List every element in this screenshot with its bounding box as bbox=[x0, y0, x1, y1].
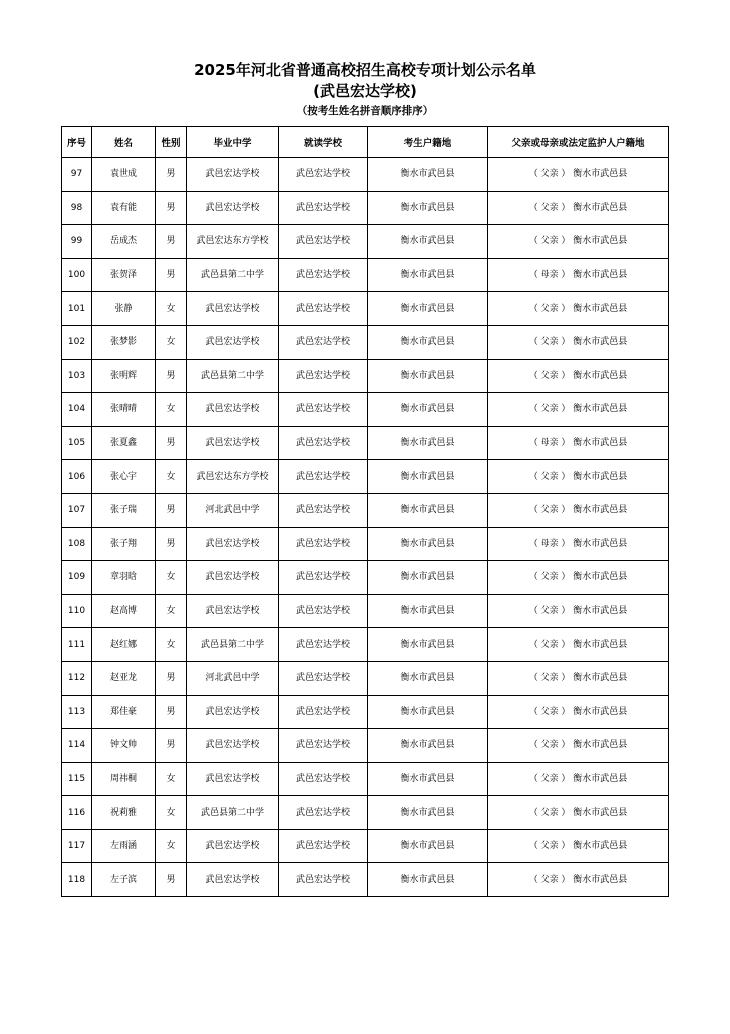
cell-gender: 男 bbox=[156, 359, 187, 393]
cell-household-registration: 衡水市武邑县 bbox=[368, 426, 488, 460]
cell-household-registration: 衡水市武邑县 bbox=[368, 191, 488, 225]
cell-graduated-school: 河北武邑中学 bbox=[187, 493, 279, 527]
cell-gender: 男 bbox=[156, 729, 187, 763]
header-name: 姓名 bbox=[92, 127, 156, 158]
cell-graduated-school: 武邑宏达学校 bbox=[187, 325, 279, 359]
cell-current-school: 武邑宏达学校 bbox=[279, 729, 368, 763]
header-gender: 性别 bbox=[156, 127, 187, 158]
cell-current-school: 武邑宏达学校 bbox=[279, 829, 368, 863]
cell-gender: 男 bbox=[156, 158, 187, 192]
student-list-table bbox=[61, 126, 669, 897]
cell-guardian-registration: （ 父亲 ） 衡水市武邑县 bbox=[488, 796, 669, 830]
table-row bbox=[62, 325, 669, 359]
cell-graduated-school: 武邑宏达学校 bbox=[187, 292, 279, 326]
cell-guardian-registration: （ 父亲 ） 衡水市武邑县 bbox=[488, 493, 669, 527]
cell-name: 赵高博 bbox=[92, 594, 156, 628]
cell-seq: 118 bbox=[62, 863, 92, 897]
cell-name: 张梦影 bbox=[92, 325, 156, 359]
cell-household-registration: 衡水市武邑县 bbox=[368, 695, 488, 729]
cell-name: 章羽晗 bbox=[92, 561, 156, 595]
cell-gender: 男 bbox=[156, 493, 187, 527]
table-row bbox=[62, 191, 669, 225]
document-subtitle: (武邑宏达学校) bbox=[313, 82, 417, 100]
table-row bbox=[62, 493, 669, 527]
cell-gender: 男 bbox=[156, 527, 187, 561]
cell-graduated-school: 武邑宏达学校 bbox=[187, 393, 279, 427]
table-row bbox=[62, 863, 669, 897]
cell-guardian-registration: （ 父亲 ） 衡水市武邑县 bbox=[488, 460, 669, 494]
cell-guardian-registration: （ 父亲 ） 衡水市武邑县 bbox=[488, 661, 669, 695]
cell-household-registration: 衡水市武邑县 bbox=[368, 561, 488, 595]
cell-name: 张明辉 bbox=[92, 359, 156, 393]
cell-seq: 101 bbox=[62, 292, 92, 326]
cell-graduated-school: 武邑宏达学校 bbox=[187, 561, 279, 595]
table-row bbox=[62, 225, 669, 259]
cell-guardian-registration: （ 母亲 ） 衡水市武邑县 bbox=[488, 527, 669, 561]
cell-household-registration: 衡水市武邑县 bbox=[368, 661, 488, 695]
cell-gender: 女 bbox=[156, 796, 187, 830]
cell-graduated-school: 武邑宏达学校 bbox=[187, 729, 279, 763]
cell-name: 张心宇 bbox=[92, 460, 156, 494]
cell-current-school: 武邑宏达学校 bbox=[279, 460, 368, 494]
cell-household-registration: 衡水市武邑县 bbox=[368, 762, 488, 796]
cell-current-school: 武邑宏达学校 bbox=[279, 661, 368, 695]
table-row bbox=[62, 527, 669, 561]
cell-current-school: 武邑宏达学校 bbox=[279, 225, 368, 259]
cell-household-registration: 衡水市武邑县 bbox=[368, 359, 488, 393]
cell-graduated-school: 武邑宏达学校 bbox=[187, 695, 279, 729]
cell-household-registration: 衡水市武邑县 bbox=[368, 628, 488, 662]
table-row bbox=[62, 158, 669, 192]
cell-name: 左雨涵 bbox=[92, 829, 156, 863]
cell-name: 周祎桐 bbox=[92, 762, 156, 796]
cell-name: 张晴晴 bbox=[92, 393, 156, 427]
cell-seq: 116 bbox=[62, 796, 92, 830]
cell-current-school: 武邑宏达学校 bbox=[279, 628, 368, 662]
cell-name: 张子瑞 bbox=[92, 493, 156, 527]
cell-graduated-school: 武邑县第二中学 bbox=[187, 628, 279, 662]
document-title: 2025年河北省普通高校招生高校专项计划公示名单 bbox=[194, 61, 536, 79]
cell-seq: 98 bbox=[62, 191, 92, 225]
cell-household-registration: 衡水市武邑县 bbox=[368, 796, 488, 830]
cell-seq: 106 bbox=[62, 460, 92, 494]
cell-graduated-school: 武邑宏达学校 bbox=[187, 158, 279, 192]
cell-graduated-school: 武邑宏达东方学校 bbox=[187, 460, 279, 494]
cell-seq: 104 bbox=[62, 393, 92, 427]
cell-seq: 100 bbox=[62, 258, 92, 292]
cell-seq: 107 bbox=[62, 493, 92, 527]
header-seq: 序号 bbox=[62, 127, 92, 158]
cell-name: 张子翔 bbox=[92, 527, 156, 561]
cell-guardian-registration: （ 父亲 ） 衡水市武邑县 bbox=[488, 158, 669, 192]
cell-gender: 女 bbox=[156, 393, 187, 427]
cell-current-school: 武邑宏达学校 bbox=[279, 325, 368, 359]
cell-name: 袁有能 bbox=[92, 191, 156, 225]
cell-current-school: 武邑宏达学校 bbox=[279, 426, 368, 460]
cell-graduated-school: 武邑宏达东方学校 bbox=[187, 225, 279, 259]
cell-guardian-registration: （ 父亲 ） 衡水市武邑县 bbox=[488, 393, 669, 427]
document-sort-note: （按考生姓名拼音顺序排序） bbox=[296, 105, 434, 117]
cell-household-registration: 衡水市武邑县 bbox=[368, 729, 488, 763]
cell-household-registration: 衡水市武邑县 bbox=[368, 292, 488, 326]
cell-graduated-school: 武邑宏达学校 bbox=[187, 594, 279, 628]
table-row bbox=[62, 460, 669, 494]
cell-graduated-school: 武邑宏达学校 bbox=[187, 426, 279, 460]
table-row bbox=[62, 829, 669, 863]
cell-name: 左子滨 bbox=[92, 863, 156, 897]
cell-gender: 女 bbox=[156, 460, 187, 494]
cell-name: 钟文帅 bbox=[92, 729, 156, 763]
cell-current-school: 武邑宏达学校 bbox=[279, 191, 368, 225]
cell-seq: 114 bbox=[62, 729, 92, 763]
cell-seq: 109 bbox=[62, 561, 92, 595]
table-header-row bbox=[62, 127, 669, 158]
cell-graduated-school: 武邑县第二中学 bbox=[187, 359, 279, 393]
table-row bbox=[62, 426, 669, 460]
cell-current-school: 武邑宏达学校 bbox=[279, 258, 368, 292]
cell-seq: 115 bbox=[62, 762, 92, 796]
cell-current-school: 武邑宏达学校 bbox=[279, 158, 368, 192]
table-row bbox=[62, 359, 669, 393]
cell-household-registration: 衡水市武邑县 bbox=[368, 460, 488, 494]
cell-name: 袁世成 bbox=[92, 158, 156, 192]
table-row bbox=[62, 729, 669, 763]
cell-graduated-school: 武邑县第二中学 bbox=[187, 258, 279, 292]
cell-guardian-registration: （ 父亲 ） 衡水市武邑县 bbox=[488, 292, 669, 326]
cell-guardian-registration: （ 父亲 ） 衡水市武邑县 bbox=[488, 191, 669, 225]
cell-household-registration: 衡水市武邑县 bbox=[368, 527, 488, 561]
cell-seq: 112 bbox=[62, 661, 92, 695]
cell-gender: 男 bbox=[156, 426, 187, 460]
table-row bbox=[62, 695, 669, 729]
header-guardian-registration: 父亲或母亲或法定监护人户籍地 bbox=[488, 127, 669, 158]
cell-name: 赵亚龙 bbox=[92, 661, 156, 695]
header-graduated-school: 毕业中学 bbox=[187, 127, 279, 158]
cell-graduated-school: 武邑宏达学校 bbox=[187, 829, 279, 863]
cell-household-registration: 衡水市武邑县 bbox=[368, 594, 488, 628]
cell-household-registration: 衡水市武邑县 bbox=[368, 158, 488, 192]
cell-household-registration: 衡水市武邑县 bbox=[368, 863, 488, 897]
cell-seq: 113 bbox=[62, 695, 92, 729]
cell-gender: 男 bbox=[156, 695, 187, 729]
cell-guardian-registration: （ 父亲 ） 衡水市武邑县 bbox=[488, 729, 669, 763]
cell-current-school: 武邑宏达学校 bbox=[279, 796, 368, 830]
cell-current-school: 武邑宏达学校 bbox=[279, 695, 368, 729]
cell-guardian-registration: （ 父亲 ） 衡水市武邑县 bbox=[488, 695, 669, 729]
cell-guardian-registration: （ 母亲 ） 衡水市武邑县 bbox=[488, 426, 669, 460]
cell-gender: 女 bbox=[156, 829, 187, 863]
cell-seq: 102 bbox=[62, 325, 92, 359]
cell-current-school: 武邑宏达学校 bbox=[279, 493, 368, 527]
cell-name: 赵红娜 bbox=[92, 628, 156, 662]
table-row bbox=[62, 561, 669, 595]
table-row bbox=[62, 762, 669, 796]
cell-seq: 97 bbox=[62, 158, 92, 192]
cell-gender: 女 bbox=[156, 762, 187, 796]
header-household-registration: 考生户籍地 bbox=[368, 127, 488, 158]
cell-guardian-registration: （ 父亲 ） 衡水市武邑县 bbox=[488, 225, 669, 259]
cell-gender: 女 bbox=[156, 325, 187, 359]
cell-name: 郑佳豪 bbox=[92, 695, 156, 729]
cell-seq: 105 bbox=[62, 426, 92, 460]
cell-guardian-registration: （ 父亲 ） 衡水市武邑县 bbox=[488, 628, 669, 662]
cell-current-school: 武邑宏达学校 bbox=[279, 359, 368, 393]
cell-seq: 108 bbox=[62, 527, 92, 561]
cell-household-registration: 衡水市武邑县 bbox=[368, 493, 488, 527]
cell-name: 张贺泽 bbox=[92, 258, 156, 292]
cell-guardian-registration: （ 父亲 ） 衡水市武邑县 bbox=[488, 325, 669, 359]
cell-graduated-school: 河北武邑中学 bbox=[187, 661, 279, 695]
cell-gender: 男 bbox=[156, 258, 187, 292]
header-current-school: 就读学校 bbox=[279, 127, 368, 158]
cell-graduated-school: 武邑宏达学校 bbox=[187, 762, 279, 796]
cell-gender: 女 bbox=[156, 594, 187, 628]
cell-current-school: 武邑宏达学校 bbox=[279, 561, 368, 595]
table-body bbox=[62, 158, 669, 897]
cell-seq: 111 bbox=[62, 628, 92, 662]
cell-gender: 男 bbox=[156, 661, 187, 695]
cell-current-school: 武邑宏达学校 bbox=[279, 863, 368, 897]
table-row bbox=[62, 628, 669, 662]
cell-current-school: 武邑宏达学校 bbox=[279, 393, 368, 427]
cell-seq: 117 bbox=[62, 829, 92, 863]
table-row bbox=[62, 292, 669, 326]
cell-name: 张夏鑫 bbox=[92, 426, 156, 460]
table-row bbox=[62, 594, 669, 628]
cell-seq: 99 bbox=[62, 225, 92, 259]
cell-graduated-school: 武邑宏达学校 bbox=[187, 191, 279, 225]
cell-name: 祝莉雅 bbox=[92, 796, 156, 830]
cell-gender: 女 bbox=[156, 292, 187, 326]
table-row bbox=[62, 258, 669, 292]
table-row bbox=[62, 796, 669, 830]
cell-gender: 女 bbox=[156, 628, 187, 662]
cell-current-school: 武邑宏达学校 bbox=[279, 594, 368, 628]
cell-guardian-registration: （ 母亲 ） 衡水市武邑县 bbox=[488, 258, 669, 292]
cell-graduated-school: 武邑宏达学校 bbox=[187, 527, 279, 561]
cell-guardian-registration: （ 父亲 ） 衡水市武邑县 bbox=[488, 829, 669, 863]
cell-name: 岳成杰 bbox=[92, 225, 156, 259]
cell-gender: 女 bbox=[156, 561, 187, 595]
cell-current-school: 武邑宏达学校 bbox=[279, 292, 368, 326]
cell-guardian-registration: （ 父亲 ） 衡水市武邑县 bbox=[488, 863, 669, 897]
cell-current-school: 武邑宏达学校 bbox=[279, 762, 368, 796]
table-row bbox=[62, 393, 669, 427]
cell-household-registration: 衡水市武邑县 bbox=[368, 829, 488, 863]
cell-household-registration: 衡水市武邑县 bbox=[368, 258, 488, 292]
cell-seq: 103 bbox=[62, 359, 92, 393]
table-row bbox=[62, 661, 669, 695]
cell-graduated-school: 武邑宏达学校 bbox=[187, 863, 279, 897]
cell-name: 张静 bbox=[92, 292, 156, 326]
cell-gender: 男 bbox=[156, 863, 187, 897]
cell-current-school: 武邑宏达学校 bbox=[279, 527, 368, 561]
cell-gender: 男 bbox=[156, 191, 187, 225]
cell-household-registration: 衡水市武邑县 bbox=[368, 325, 488, 359]
cell-guardian-registration: （ 父亲 ） 衡水市武邑县 bbox=[488, 561, 669, 595]
cell-household-registration: 衡水市武邑县 bbox=[368, 225, 488, 259]
cell-guardian-registration: （ 父亲 ） 衡水市武邑县 bbox=[488, 359, 669, 393]
cell-gender: 男 bbox=[156, 225, 187, 259]
cell-guardian-registration: （ 父亲 ） 衡水市武邑县 bbox=[488, 594, 669, 628]
cell-graduated-school: 武邑县第二中学 bbox=[187, 796, 279, 830]
cell-household-registration: 衡水市武邑县 bbox=[368, 393, 488, 427]
cell-guardian-registration: （ 父亲 ） 衡水市武邑县 bbox=[488, 762, 669, 796]
cell-seq: 110 bbox=[62, 594, 92, 628]
